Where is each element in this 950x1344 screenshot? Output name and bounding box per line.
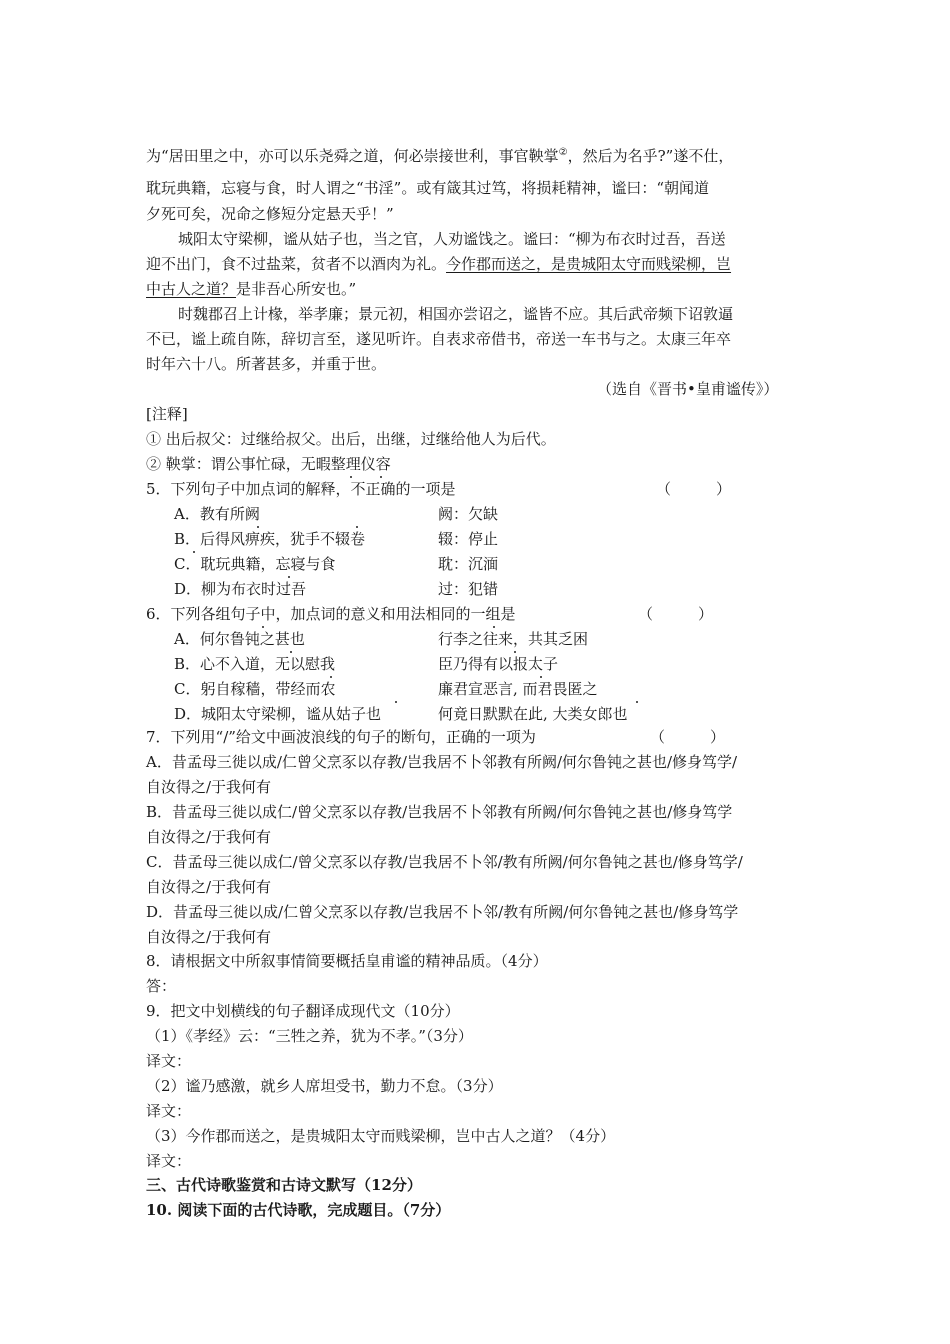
option-left: A．教有所阙 [174,505,260,523]
q7-option-d: D．昔孟母三徙以成/仁曾父烹豕以存教/岂我居不卜邻/教有所阙/何尔鲁钝之甚也/修身笃学 [146,903,739,921]
passage-text: 是非吾心所安也。” [236,280,357,298]
q7-option-a: A．昔孟母三徙以成/仁曾父烹豕以存教/岂我居不卜邻教有所阙/何尔鲁钝之甚也/修身笃学/ [146,753,738,771]
option-right: 何竟日默默在此, 大类女郎也 [438,705,628,723]
emphasis-dot [290,651,292,653]
passage-line: 耽玩典籍，忘寝与食，时人谓之“书淫”。或有箴其过笃，将损耗精神，谧曰：“朝闻道 [146,179,710,197]
translation-label: 译文： [146,1052,192,1070]
passage-text: 为“居田里之中，亦可以乐尧舜之道，何必崇接世利，事官鞅掌 [146,147,559,165]
emphasis-dot [356,526,358,528]
q9-sentence-1: （1）《孝经》云：“三牲之养，犹为不孝。”（3分） [146,1027,473,1045]
answer-paren: （ ） [656,480,732,498]
note-item: ① 出后叔父：过继给叔父。出后，出继，过继给他人为后代。 [146,430,556,448]
emphasis-dot [350,476,352,478]
question-9-stem: 9．把文中划横线的句子翻译成现代文（10分） [146,1002,460,1020]
footnote-mark: ② [558,147,568,158]
q7-option-b: B．昔孟母三徙以成仁/曾父烹豕以存教/岂我居不卜邻教有所阙/何尔鲁钝之甚也/修身笃学 [146,803,733,821]
passage-line: 时年六十八。所著甚多，并重于世。 [146,355,387,373]
emphasis-dot [288,576,290,578]
emphasis-dot [262,626,264,628]
emphasis-dot [395,701,397,703]
emphasis-dot [493,626,495,628]
passage-line: 城阳太守梁柳，谧从姑子也，当之官，人劝谧饯之。谧曰：“柳为布衣时过吾，吾送 [178,230,726,248]
passage-text: 迎不出门，食不过盐菜，贫者不以酒肉为礼。 [146,255,447,273]
q9-sentence-3: （3）今作郡而送之，是贵城阳太守而贱梁柳，岂中古人之道？（4分） [146,1127,616,1145]
passage-line [146,143,733,166]
question-6-stem: 6．下列各组句子中，加点词的意义和用法相同的一组是 [146,605,516,623]
option-right: 廉君宣恶言, 而君畏匿之 [438,680,598,698]
q7-option-a-cont: 自汝得之/于我何有 [146,778,272,796]
q9-sentence-2: （2）谧乃感激，就乡人席坦受书，勤力不怠。（3分） [146,1077,503,1095]
q7-option-d-cont: 自汝得之/于我何有 [146,928,272,946]
passage-line: 不已，谧上疏自陈，辞切言至，遂见听许。自表求帝借书，帝送一车书与之。太康三年卒 [146,330,732,348]
section-heading: 三、古代诗歌鉴赏和古诗文默写（12分） [146,1176,422,1194]
note-item: ② 鞅掌：谓公事忙碌，无暇整理仪容 [146,455,391,473]
question-7-stem: 7．下列用“/”给文中画波浪线的句子的断句，正确的一项为 [146,728,536,746]
emphasis-dot [330,676,332,678]
answer-label: 答： [146,977,177,995]
emphasis-dot [636,701,638,703]
q7-option-c-cont: 自汝得之/于我何有 [146,878,272,896]
option-right: 臣乃得有以报太子 [438,655,559,673]
option-right: 阙：欠缺 [438,505,499,523]
passage-source: （选自《晋书•皇甫谧传》） [597,380,779,398]
question-10-stem: 10. 阅读下面的古代诗歌，完成题目。（7分） [146,1201,451,1219]
emphasis-dot [193,551,195,553]
underlined-sentence: 今作郡而送之，是贵城阳太守而贱梁柳，岂 [446,255,732,273]
notes-heading: [注释] [146,405,188,423]
emphasis-dot [380,476,382,478]
option-left: D．柳为布衣时过吾 [174,580,307,598]
underlined-sentence: 中古人之道？ [146,280,237,298]
option-left: C．躬自稼穑，带经而农 [174,680,336,698]
option-left: C．耽玩典籍，忘寝与食 [174,555,336,573]
question-5-stem: 5．下列句子中加点词的解释，不正确的一项是 [146,480,456,498]
option-right: 辍：停止 [438,530,499,548]
question-8-stem: 8．请根据文中所叙事情简要概括皇甫谧的精神品质。（4分） [146,952,548,970]
translation-label: 译文： [146,1102,192,1120]
option-right: 过：犯错 [438,580,499,598]
answer-paren: （ ） [650,728,726,746]
answer-paren: （ ） [638,605,714,623]
passage-text: ，然后为名乎?”遂不仕， [567,147,734,165]
option-right: 行李之往来，共其乏困 [438,630,589,648]
option-right: 耽：沉湎 [438,555,499,573]
emphasis-dot [540,676,542,678]
q7-option-c: C．昔孟母三徙以成仁/曾父烹豕以存教/岂我居不卜邻/教有所阙/何尔鲁钝之甚也/修身笃学/ [146,853,743,871]
passage-line: 夕死可矣，况命之修短分定悬天乎！” [146,205,394,223]
passage-line [146,254,731,274]
passage-line [146,279,356,299]
q7-option-b-cont: 自汝得之/于我何有 [146,828,272,846]
translation-label: 译文： [146,1152,192,1170]
passage-line: 时魏郡召上计椽，举孝廉；景元初，相国亦尝诏之，谧皆不应。其后武帝频下诏敦逼 [178,305,734,323]
option-left: D．城阳太守梁柳，谧从姑子也 [174,705,382,723]
emphasis-dot [257,526,259,528]
option-left: B．心不入道，无以慰我 [174,655,336,673]
option-left: A．何尔鲁钝之甚也 [174,630,305,648]
emphasis-dot [514,651,516,653]
option-left: B．后得风痹疾，犹手不辍卷 [174,530,366,548]
